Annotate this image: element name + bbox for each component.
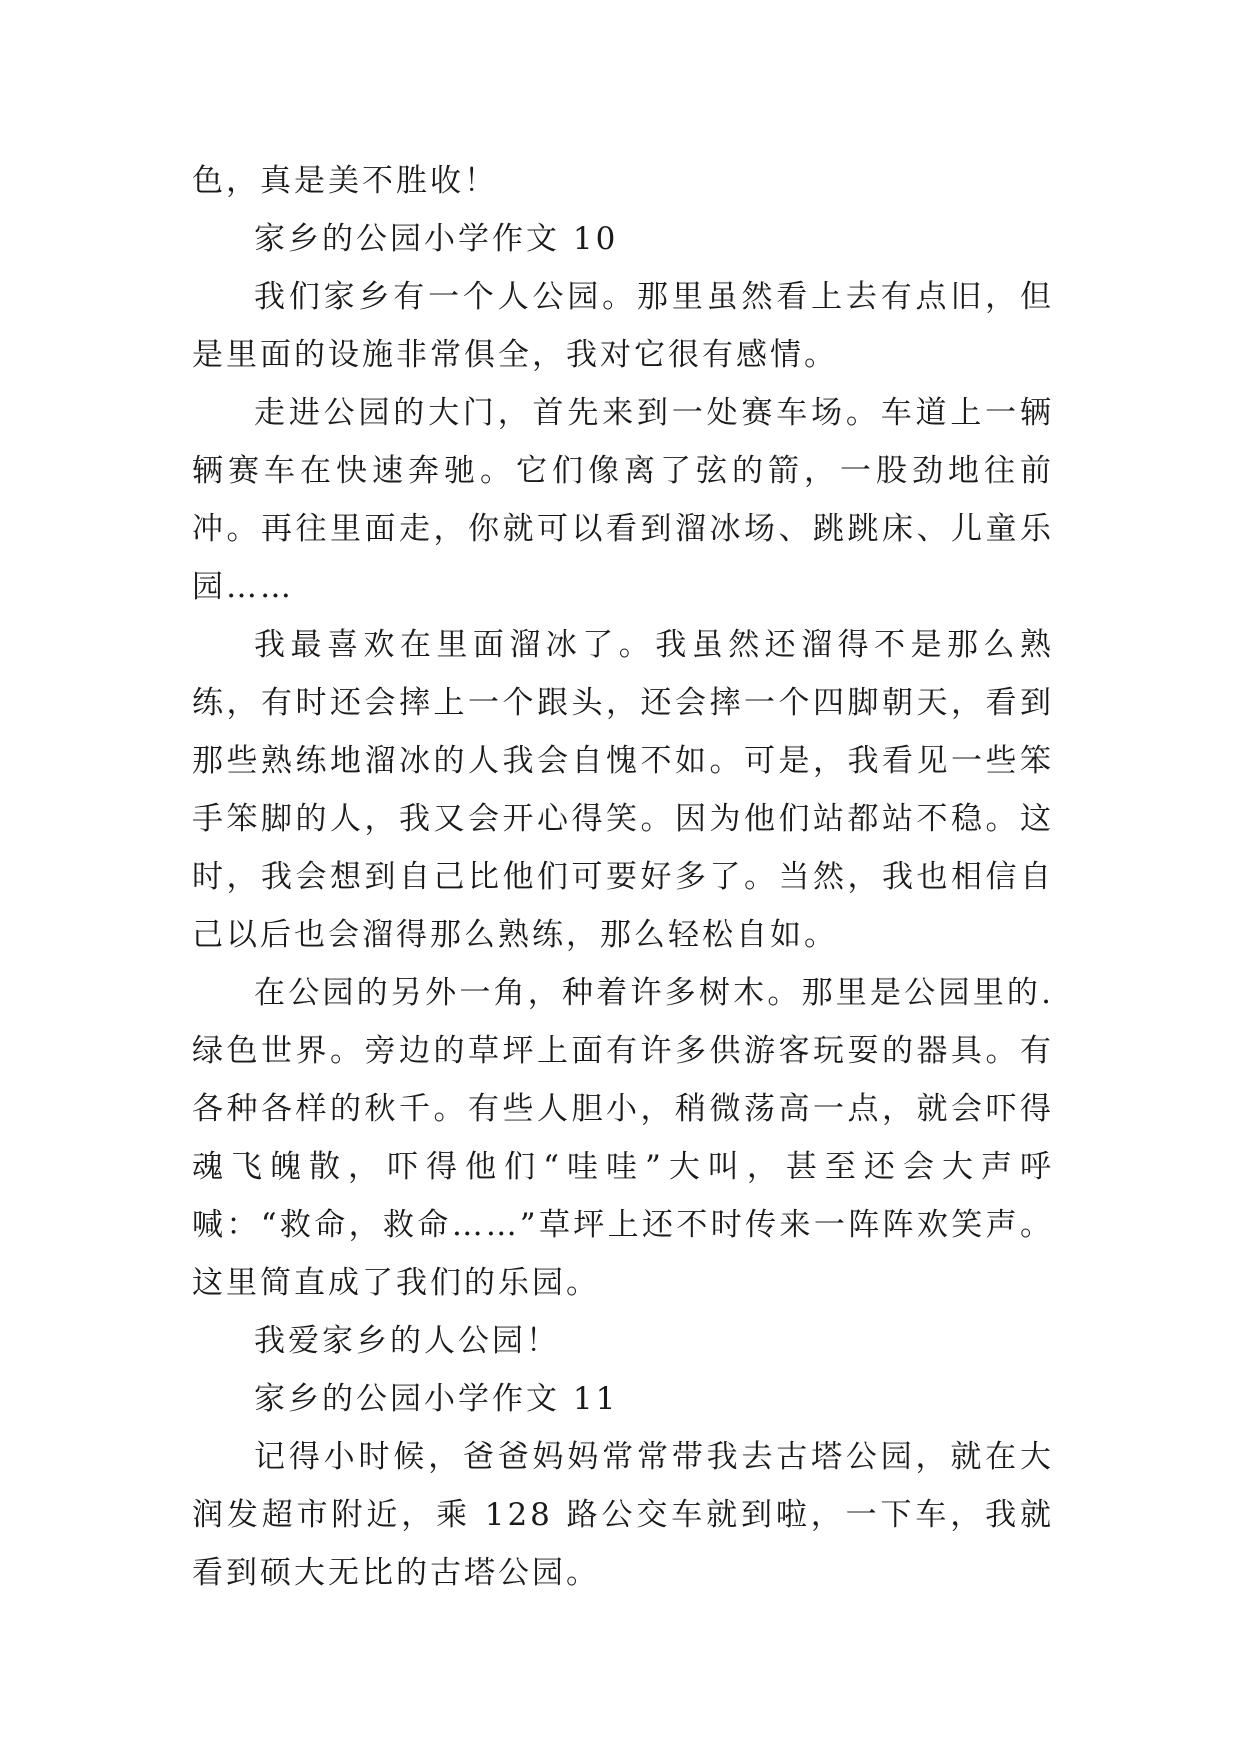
essay-heading-11: 家乡的公园小学作文 11 [254, 1381, 619, 1417]
paragraph: 我们家乡有一个人公园。那里虽然看上去有点旧，但是里面的设施非常俱全，我对它很有感情。 [192, 279, 1054, 373]
paragraph: 我最喜欢在里面溜冰了。我虽然还溜得不是那么熟练，有时还会摔上一个跟头，还会摔一个四脚朝天，看到那些熟练地溜冰的人我会自愧不如。可是，我看见一些笨手笨脚的人，我又会开心得笑。因为他们站都站不稳。这时，我会想到自己比他们可要好多了。当然，我也相信自己以后也会溜得那么熟练，那么轻松自如。 [192, 627, 1054, 953]
paragraph-continuation: 色，真是美不胜收！ [192, 163, 498, 199]
paragraph: 记得小时候，爸爸妈妈常常带我去古塔公园，就在大润发超市附近，乘 128 路公交车就到啦，一下车，我就看到硕大无比的古塔公园。 [192, 1439, 1054, 1591]
paragraph: 我爱家乡的人公园！ [254, 1323, 560, 1359]
paragraph: 在公园的另外一角，种着许多树木。那里是公园里的.绿色世界。旁边的草坪上面有许多供游客玩耍的器具。有各种各样的秋千。有些人胆小，稍微荡高一点，就会吓得魂飞魄散，吓得他们“哇哇”大叫，甚至还会大声呼喊：“救命，救命……”草坪上还不时传来一阵阵欢笑声。这里简直成了我们的乐园。 [192, 975, 1054, 1301]
document-body [192, 152, 1054, 1602]
paragraph: 走进公园的大门，首先来到一处赛车场。车道上一辆辆赛车在快速奔驰。它们像离了弦的箭，一股劲地往前冲。再往里面走，你就可以看到溜冰场、跳跳床、儿童乐园…… [192, 395, 1054, 605]
essay-heading-10: 家乡的公园小学作文 10 [254, 221, 619, 257]
